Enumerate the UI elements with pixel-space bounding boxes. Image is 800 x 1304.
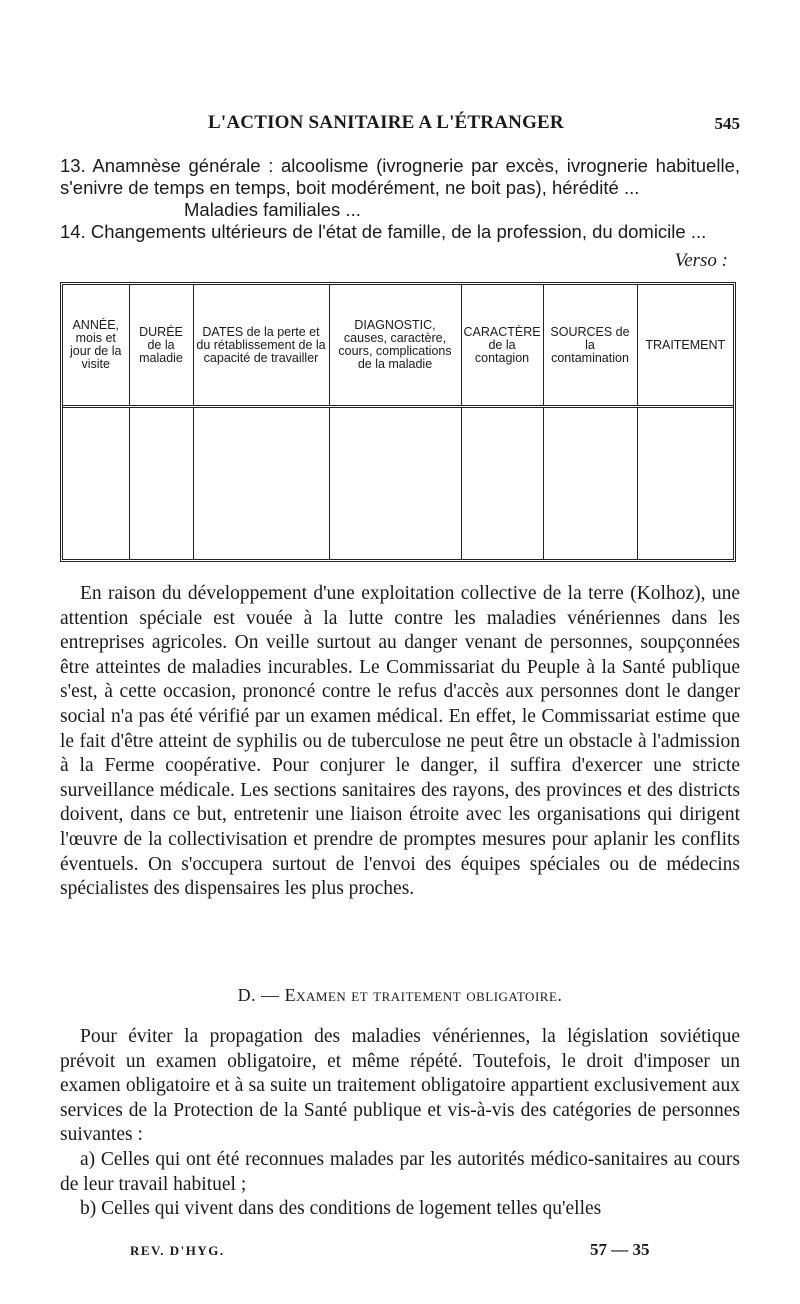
table-cell — [129, 407, 193, 560]
form-item-13-sub: Maladies familiales ... — [184, 199, 361, 220]
column-header-dates: DATES de la perte et du rétablissement de la capacité de travailler — [193, 285, 329, 407]
table-cell — [637, 407, 733, 560]
table-cell — [63, 407, 129, 560]
table-cell — [329, 407, 461, 560]
column-header-treatment: TRAITEMENT — [637, 285, 733, 407]
column-header-date: ANNÉE, mois et jour de la visite — [63, 285, 129, 407]
page-footer — [60, 1240, 740, 1267]
column-header-contagion: CARACTÈRE de la contagion — [461, 285, 543, 407]
table-row — [63, 407, 733, 560]
paragraph-text: En raison du développement d'une exploitation collective de la terre (Kolhoz), une attention spéciale est vouée à la lutte contre les maladies vénériennes dans les entreprises agricoles. On veille surtout au danger venant de personnes, soupçonnées être atteintes de maladies incurables. Le Commissariat du Peuple à la Santé publique s'est, à cette occasion, prononcé contre le refus d'accès aux personnes dont le danger social n'a pas été vérifié par un examen médical. En effet, le Commissariat estime que le fait d'être atteint de syphilis ou de tuberculose ne peut être un obstacle à l'admission à la Ferme coopérative. Pour conjurer le danger, il suffira d'exercer une stricte surveillance médicale. Les sections sanitaires des rayons, des provinces et des districts doivent, dans ce but, entretenir une liaison étroite avec les organisations qui dirigent l'œuvre de la collectivisation et prendre de promptes mesures pour aplanir les conflits éventuels. On s'occupera surtout de l'envoi des équipes spéciales ou de médecins spécialistes des dispensaires les plus proches. — [60, 583, 740, 900]
column-header-sources: SOURCES de la contamination — [543, 285, 637, 407]
column-header-diagnostic: DIAGNOSTIC, causes, caractère, cours, complications de la maladie — [329, 285, 461, 407]
body-paragraph-examen — [60, 1025, 740, 1222]
running-head — [60, 112, 740, 142]
running-title: L'ACTION SANITAIRE A L'ÉTRANGER — [208, 112, 564, 133]
list-item-a: a) Celles qui ont été reconnues malades par les autorités médico-sanitaires au cours de leur travail habituel ; — [60, 1148, 740, 1195]
footer-signature: 57 — 35 — [590, 1240, 650, 1259]
register-form-table — [60, 282, 736, 562]
form-items-list — [60, 155, 740, 243]
section-heading: D. — Examen et traitement obligatoire. — [237, 985, 563, 1005]
table-cell — [193, 407, 329, 560]
footer-journal: REV. D'HYG. — [130, 1243, 225, 1258]
list-item-b: b) Celles qui vivent dans des conditions de logement telles qu'elles — [80, 1198, 602, 1220]
column-header-duration: DURÉE de la maladie — [129, 285, 193, 407]
body-paragraph-kolhoz — [60, 582, 740, 902]
form-item-14: 14. Changements ultérieurs de l'état de famille, de la profession, du domicile ... — [60, 221, 707, 242]
form-item-13: 13. Anamnèse générale : alcoolisme (ivrognerie par excès, ivrognerie habituelle, s'enivre de temps en temps, boit modérément, ne boit pas), hérédité ... — [60, 155, 740, 198]
paragraph-text: Pour éviter la propagation des maladies vénériennes, la législation soviétique prévoit un examen obligatoire, et même répété. Toutefois, le droit d'imposer un examen obligatoire et à sa suite un traitement obligatoire appartient exclusivement aux services de la Protection de la Santé publique et vis-à-vis des catégories de personnes suivantes : — [60, 1026, 740, 1146]
verso-label: Verso : — [674, 250, 728, 271]
table-cell — [461, 407, 543, 560]
page-number: 545 — [714, 114, 740, 133]
table-cell — [543, 407, 637, 560]
